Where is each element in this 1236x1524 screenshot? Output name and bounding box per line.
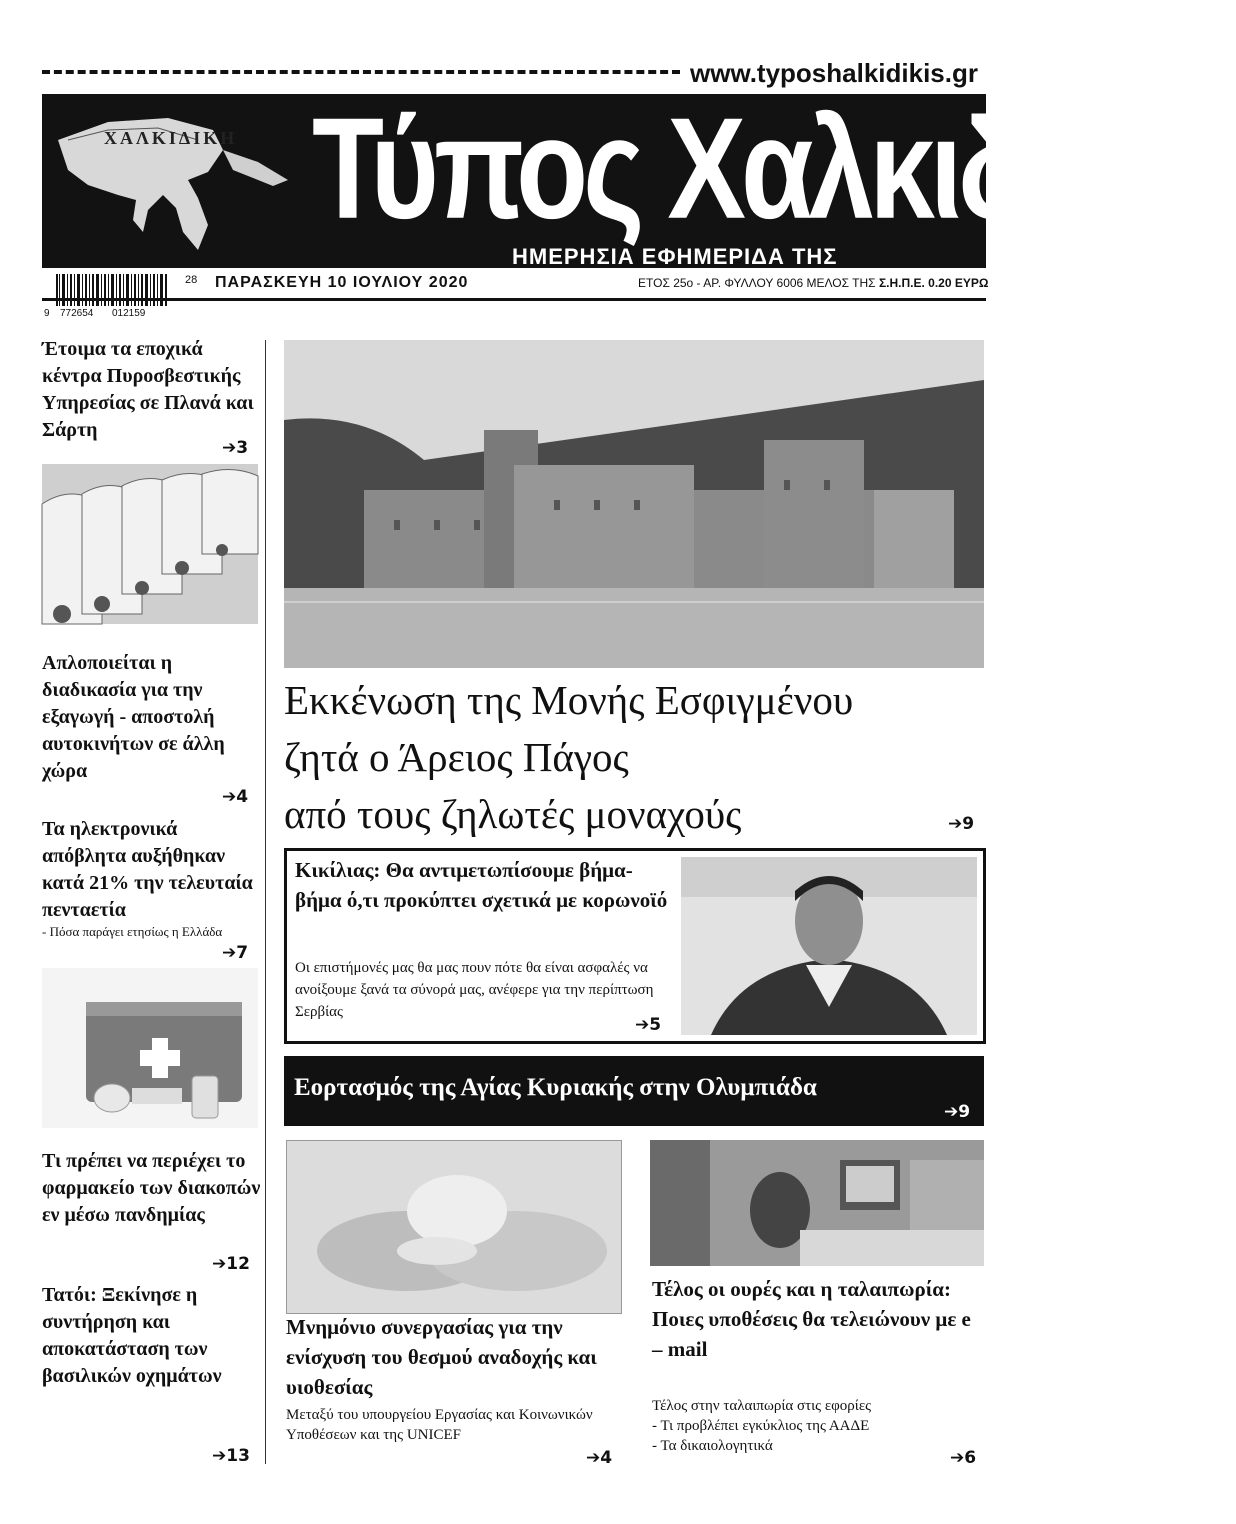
left-story-1-title: Έτοιμα τα εποχικά κέντρα Πυροσβεστικής Υπηρεσίας σε Πλανά και Σάρτη [42, 338, 254, 441]
kikilias-portrait-photo [681, 857, 977, 1035]
memorandum-story-text: Μεταξύ του υπουργείου Εργασίας και Κοινωνικών Υποθέσεων και της UNICEF [286, 1407, 593, 1443]
left-story-3-sub: - Πόσα παράγει ετησίως η Ελλάδα [42, 924, 223, 939]
main-headline-line-2: ζητά ο Άρειος Πάγος [284, 734, 629, 780]
map-label: ΧΑΛΚΙΔΙΚΗ [104, 128, 238, 148]
main-headline-line-1: Εκκένωση της Μονής Εσφιγμένου [284, 677, 854, 723]
hands-baby-photo [286, 1140, 622, 1314]
kikilias-story-title: Κικίλιας: Θα αντιμετωπίσουμε βήμα-βήμα ό,τι προκύπτει σχετικά με κορωνοϊό [295, 858, 668, 912]
parked-cars-image [42, 464, 258, 624]
kikilias-story-box[interactable] [284, 848, 986, 1044]
issue-meta-price: Σ.Η.Π.Ε. 0.20 ΕΥΡΩ [878, 276, 989, 290]
tax-story-page: ➔6 [950, 1448, 977, 1468]
tax-story-lines [652, 1396, 972, 1456]
chalkidiki-map-icon [48, 100, 298, 262]
website-url[interactable]: www.typoshalkidikis.gr [690, 58, 978, 88]
left-story-5[interactable] [42, 1282, 242, 1390]
top-dashed-rule [42, 70, 680, 82]
newspaper-title: Τύπος Χαλκιδικής [312, 88, 1236, 250]
barcode-digit-2: 772654 [60, 308, 94, 319]
main-headline[interactable] [284, 672, 984, 843]
issue-code: 28 [185, 274, 198, 286]
left-story-4-page: ➔12 [212, 1254, 250, 1274]
tax-story-line-3: - Τα δικαιολογητικά [652, 1438, 773, 1454]
left-story-1[interactable] [42, 336, 262, 444]
kikilias-story-page: ➔5 [635, 1015, 662, 1035]
memorandum-story-page: ➔4 [586, 1448, 613, 1468]
first-aid-kit-image [42, 968, 258, 1128]
left-story-2-title: Απλοποιείται η διαδικασία για την εξαγωγή - αποστολή αυτοκινήτων σε άλλη χώρα [42, 652, 225, 782]
left-story-3[interactable] [42, 816, 262, 924]
tax-story-line-1: Τέλος στην ταλαιπωρία στις εφορίες [652, 1398, 872, 1414]
left-story-5-title: Τατόι: Ξεκίνησε η συντήρηση και αποκατάσταση των βασιλικών οχημάτων [42, 1284, 222, 1387]
main-headline-page: ➔9 [948, 814, 975, 834]
left-story-3-page: ➔7 [222, 943, 249, 963]
issue-date: ΠΑΡΑΣΚΕΥΗ 10 ΙΟΥΛΙΟΥ 2020 [215, 274, 469, 291]
feast-banner-page: ➔9 [944, 1102, 971, 1122]
issue-meta [638, 276, 988, 290]
tax-story-line-2: - Τι προβλέπει εγκύκλιος της ΑΑΔΕ [652, 1418, 870, 1434]
main-headline-line-3: από τους ζηλωτές μοναχούς [284, 791, 742, 837]
issue-meta-text: ΕΤΟΣ 25ο - ΑΡ. ΦΥΛΛΟΥ 6006 ΜΕΛΟΣ ΤΗΣ [638, 276, 876, 290]
kikilias-story-text: Οι επιστήμονές μας θα μας πουν πότε θα είναι ασφαλές να ανοίξουμε ξανά τα σύνορά μας, ανέφερε για την περίπτωση Σερβίας [295, 960, 654, 1020]
barcode-digit-3: 012159 [112, 308, 146, 319]
left-story-5-page: ➔13 [212, 1446, 250, 1466]
feast-banner[interactable] [284, 1056, 984, 1126]
left-story-4-title: Τι πρέπει να περιέχει το φαρμακείο των διακοπών εν μέσω πανδημίας [42, 1150, 261, 1226]
column-divider [265, 340, 266, 1464]
left-story-4[interactable] [42, 1148, 262, 1229]
left-story-2[interactable] [42, 650, 262, 785]
left-story-1-page: ➔3 [222, 438, 249, 458]
barcode-digit-1: 9 [44, 308, 50, 319]
left-story-3-title: Τα ηλεκτρονικά απόβλητα αυξήθηκαν κατά 21% την τελευταία πενταετία [42, 818, 253, 921]
left-story-2-page: ➔4 [222, 787, 249, 807]
newspaper-subtitle: ΗΜΕΡΗΣΙΑ ΕΦΗΜΕΡΙΔΑ ΤΗΣ ΧΑΛΚΙΔΙΚΗΣ [512, 244, 838, 295]
feast-banner-title: Εορτασμός της Αγίας Κυριακής στην Ολυμπιάδα [294, 1074, 817, 1101]
memorandum-story-title[interactable]: Μνημόνιο συνεργασίας για την ενίσχυση του θεσμού αναδοχής και υιοθεσίας [286, 1315, 597, 1399]
monastery-photo [284, 340, 984, 668]
tax-story-title[interactable]: Τέλος οι ουρές και η ταλαιπωρία: Ποιες υποθέσεις θα τελειώνουν με e – mail [652, 1277, 971, 1361]
tax-office-photo [650, 1140, 984, 1266]
